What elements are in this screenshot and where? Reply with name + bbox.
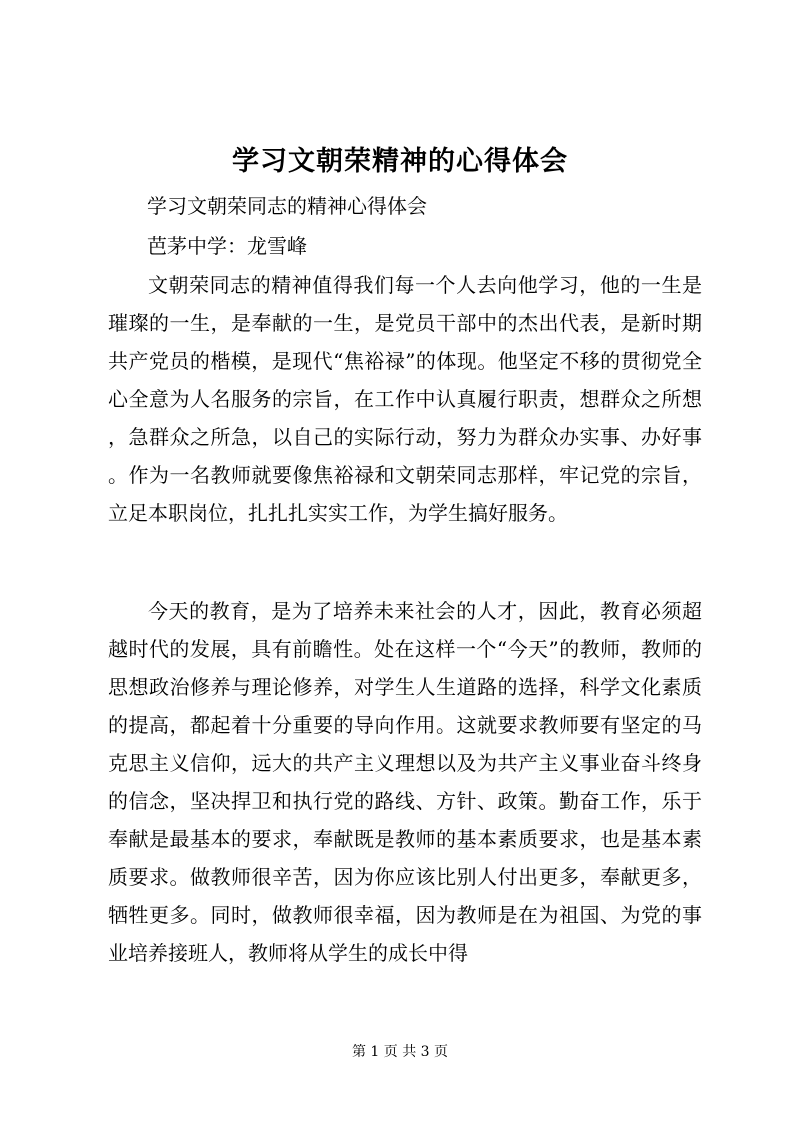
body-paragraph: 文朝荣同志的精神值得我们每一个人去向他学习，他的一生是璀璨的一生，是奉献的一生，是党员干部中的杰出代表，是新时期共产党员的楷模，是现代“焦裕禄”的体现。他坚定不移的贯彻党全心全意为人名服务的宗旨，在工作中认真履行职责，想群众之所想，急群众之所急，以自己的实际行动，努力为群众办实事、办好事。作为一名教师就要像焦裕禄和文朝荣同志那样，牢记党的宗旨，立足本职岗位，扎扎扎实实工作，为学生搞好服务。 (108, 273, 702, 525)
body-paragraph-2-block (108, 592, 702, 972)
page-footer: 第 1 页 共 3 页 (351, 1044, 449, 1060)
document-subtitle: 学习文朝荣同志的精神心得体会 (147, 194, 427, 218)
body-paragraph-1-block (108, 266, 702, 532)
body-paragraph: 今天的教育，是为了培养未来社会的人才，因此，教育必须超越时代的发展，具有前瞻性。处在这样一个“今天”的教师，教师的思想政治修养与理论修养，对学生人生道路的选择，科学文化素质的提高，都起着十分重要的导向作用。这就要求教师要有坚定的马克思主义信仰，远大的共产主义理想以及为共产主义事业奋斗终身的信念，坚决捍卫和执行党的路线、方针、政策。勤奋工作，乐于奉献是最基本的要求，奉献既是教师的基本素质要求，也是基本素质要求。做教师很辛苦，因为你应该比别人付出更多，奉献更多，牺牲更多。同时，做教师很幸福，因为教师是在为祖国、为党的事业培养接班人，教师将从学生的成长中得 (108, 599, 702, 965)
document-title: 学习文朝荣精神的心得体会 (232, 146, 568, 177)
author-line: 芭茅中学：龙雪峰 (147, 234, 307, 258)
